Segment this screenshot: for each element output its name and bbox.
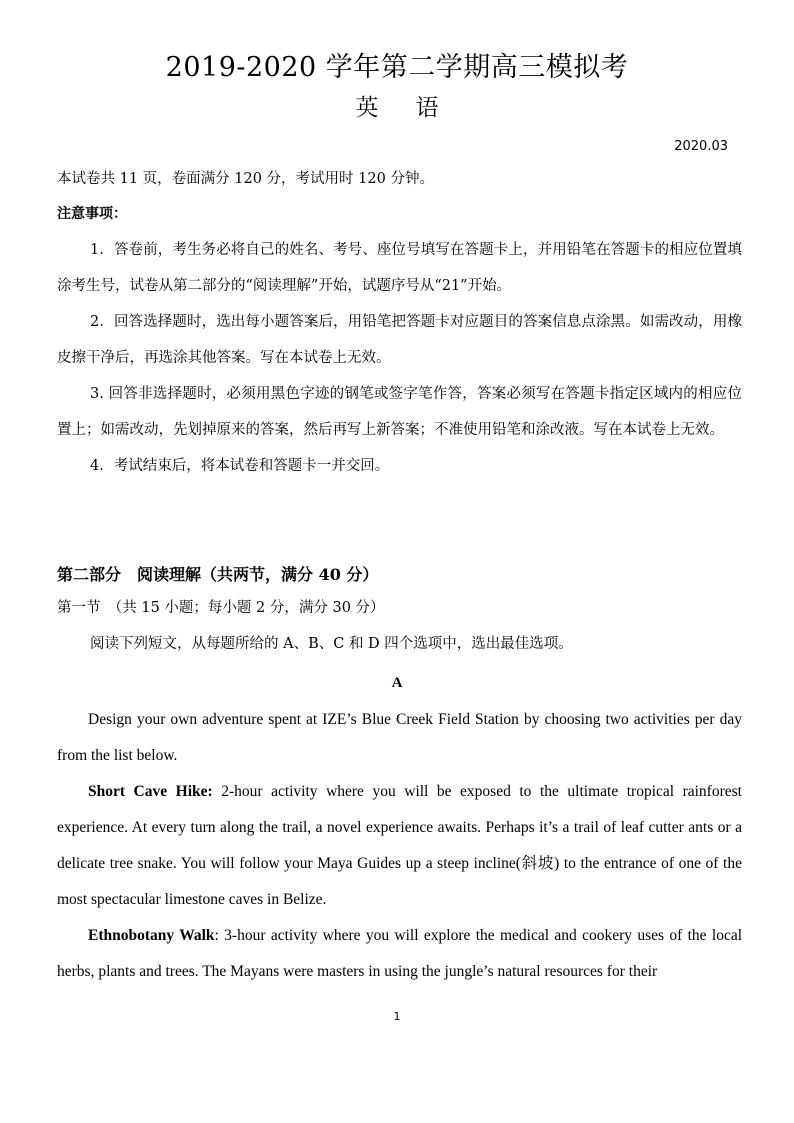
- exam-title: 2019-2020 学年第二学期高三模拟考: [165, 52, 629, 83]
- page-number: 1: [393, 1010, 401, 1023]
- notice-item: 4．考试结束后，将本试卷和答题卡一并交回。: [90, 458, 390, 474]
- activity-description: : 3-hour activity where you will explore the medical and cookery uses of the local herbs, plants and trees. The Mayans were masters in using the jungle’s natural resources for their: [57, 927, 743, 980]
- notice-item: 1．答卷前，考生务必将自己的姓名、考号、座位号填写在答题卡上，并用铅笔在答题卡的相应位置填涂考生号，试卷从第二部分的“阅读理解”开始，试题序号从“21”开始。: [57, 242, 742, 294]
- activity-name: Short Cave Hike:: [88, 783, 213, 800]
- notice-list: [57, 232, 742, 484]
- part-heading: 第二部分 阅读理解（共两节，满分 40 分）: [57, 565, 379, 584]
- notice-item: 2．回答选择题时，选出每小题答案后，用铅笔把答题卡对应题目的答案信息点涂黑。如需改动，用橡皮擦干净后，再选涂其他答案。写在本试卷上无效。: [57, 314, 742, 366]
- section-heading: 第一节 （共 15 小题；每小题 2 分，满分 30 分）: [57, 600, 385, 616]
- exam-info-text: 本试卷共 11 页，卷面满分 120 分，考试用时 120 分钟。: [57, 171, 434, 187]
- passage-label: A: [391, 675, 403, 691]
- section-instruction: 阅读下列短文，从每题所给的 A、B、C 和 D 四个选项中，选出最佳选项。: [90, 636, 573, 652]
- notice-heading: 注意事项：: [57, 206, 127, 222]
- activity-paragraph: [57, 774, 742, 918]
- passage-intro-text: Design your own adventure spent at IZE’s Blue Creek Field Station by choosing two activities per day from the list below.: [57, 711, 742, 764]
- activity-paragraph: [57, 918, 742, 990]
- exam-date: 2020.03: [674, 139, 728, 154]
- activity-name: Ethnobotany Walk: [88, 927, 215, 944]
- notice-item: 3. 回答非选择题时，必须用黑色字迹的钢笔或签字笔作答，答案必须写在答题卡指定区域内的相应位置上；如需改动，先划掉原来的答案，然后再写上新答案；不准使用铅笔和涂改液。写在本试卷上无效。: [57, 386, 742, 438]
- exam-subject: 英 语: [355, 95, 439, 121]
- activity-description: 2-hour activity where you will be exposed to the ultimate tropical rainforest experience. At every turn along the trail, a novel experience awaits. Perhaps it’s a trail of leaf cutter ants or a delicate tree snake. You will follow your Maya Guides up a steep incline(斜坡) to the entrance of one of the most spectacular limestone caves in Belize.: [57, 783, 742, 908]
- passage-intro: [57, 702, 742, 774]
- exam-info: [57, 167, 742, 191]
